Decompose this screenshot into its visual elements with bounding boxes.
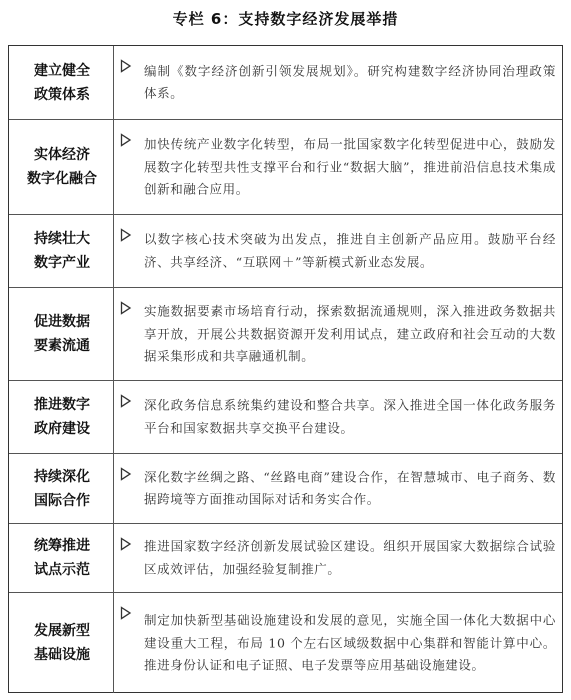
table-row	[9, 592, 562, 693]
arrow-icon	[120, 606, 132, 620]
row-content: 实施数据要素市场培育行动，探索数据流通规则，深入推进政务数据共享开放，开展公共数据资源开发利用试点，建立政府和社会互动的大数据采集形成和共享融通机制。	[144, 303, 556, 364]
arrow-icon	[120, 537, 132, 551]
column-divider	[113, 593, 114, 693]
column-divider	[113, 215, 114, 287]
arrow-icon	[120, 467, 132, 481]
row-content: 深化数字丝绸之路、“丝路电商”建设合作，在智慧城市、电子商务、数据跨境等方面推动国际对话和务实合作。	[144, 469, 556, 507]
arrow-icon	[120, 228, 132, 242]
column-divider	[113, 288, 114, 380]
row-label: 持续壮大 数字产业	[34, 231, 90, 271]
table-row	[9, 214, 562, 287]
table-row	[9, 119, 562, 214]
column-divider	[113, 454, 114, 523]
table-row	[9, 380, 562, 453]
row-label: 持续深化 国际合作	[34, 468, 90, 509]
row-content: 制定加快新型基础设施建设和发展的意见，实施全国一体化大数据中心建设重大工程，布局 10 个左右区域级数据中心集群和智能计算中心。推进身份认证和电子证照、电子发票等应用基础设施建设。	[144, 612, 556, 673]
table-row	[9, 523, 562, 592]
arrow-icon	[120, 59, 132, 73]
column-divider	[113, 46, 114, 119]
column-divider	[113, 120, 114, 214]
row-content: 加快传统产业数字化转型，布局一批国家数字化转型促进中心，鼓励发展数字化转型共性支撑平台和行业“数据大脑”，推进前沿信息技术集成创新和融合应用。	[144, 136, 556, 197]
row-label: 实体经济 数字化融合	[27, 147, 97, 187]
table-row	[9, 453, 562, 523]
row-label: 促进数据 要素流通	[34, 314, 90, 354]
page-title: 专栏 6：支持数字经济发展举措	[172, 10, 399, 28]
row-content: 深化政务信息系统集约建设和整合共享。深入推进全国一体化政务服务平台和国家数据共享交换平台建设。	[144, 397, 556, 435]
row-label: 发展新型 基础设施	[34, 623, 90, 663]
measures-table	[8, 45, 563, 693]
column-divider	[113, 381, 114, 453]
arrow-icon	[120, 133, 132, 147]
row-label: 统筹推进 试点示范	[34, 538, 90, 578]
table-row	[9, 287, 562, 380]
row-content: 编制《数字经济创新引领发展规划》。研究构建数字经济协同治理政策体系。	[144, 63, 556, 101]
arrow-icon	[120, 394, 132, 408]
row-label: 推进数字 政府建设	[34, 397, 90, 437]
row-content: 以数字核心技术突破为出发点，推进自主创新产品应用。鼓励平台经济、共享经济、“互联网＋”等新模式新业态发展。	[144, 231, 556, 269]
column-divider	[113, 524, 114, 592]
table-row	[9, 46, 562, 119]
row-label: 建立健全 政策体系	[34, 62, 90, 103]
arrow-icon	[120, 301, 132, 315]
row-content: 推进国家数字经济创新发展试验区建设。组织开展国家大数据综合试验区成效评估，加强经验复制推广。	[144, 538, 556, 576]
